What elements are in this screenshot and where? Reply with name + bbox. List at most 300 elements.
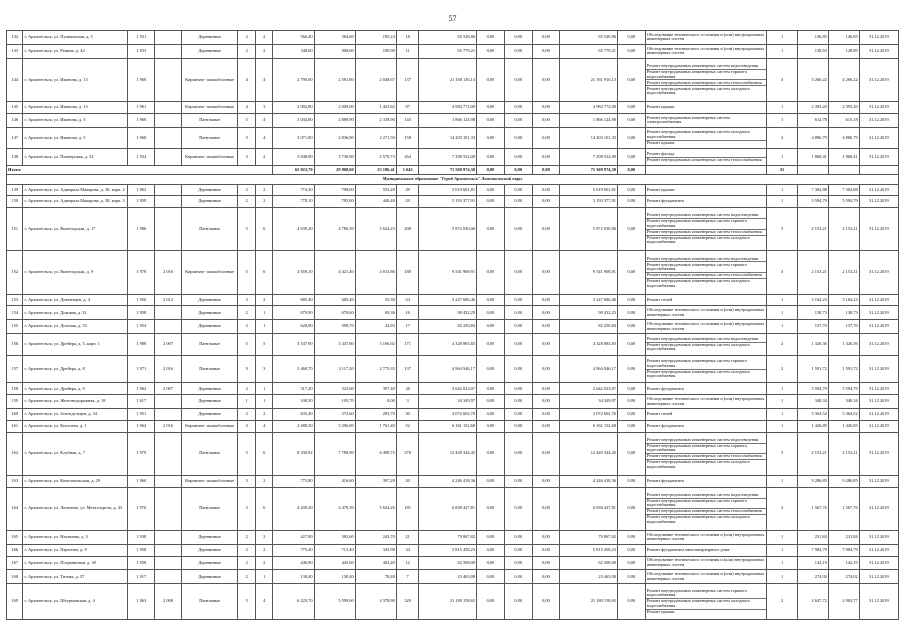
deadline: 31.12.2019	[859, 31, 898, 45]
row-number: 149	[7, 184, 23, 196]
fund-municipal: 0,00	[532, 184, 560, 196]
floors: 2	[238, 544, 255, 556]
fund-other: 0,00	[617, 251, 645, 294]
deadline: 31.12.2019	[859, 251, 898, 294]
fund-other: 0,00	[617, 556, 645, 570]
units: 3	[767, 487, 798, 530]
deadline: 31.12.2019	[859, 544, 898, 556]
fund-municipal: 0,00	[532, 102, 560, 114]
deadline: 31.12.2019	[859, 102, 898, 114]
works-list	[645, 207, 766, 250]
address: г. Архангельск, ул. Дрейера, д. 5, корп. 1	[23, 334, 128, 356]
fund-other: 0,00	[617, 306, 645, 320]
unit-price-1: 4 886,79	[797, 127, 828, 149]
residents: 26	[396, 383, 419, 395]
wall-material: Деревянные	[181, 530, 238, 544]
repair-cost: 7 298 532,00	[419, 149, 477, 166]
repair-cost: 12 449 344,45	[419, 432, 477, 475]
fund-owners: 5 619 601,81	[560, 184, 618, 196]
total-row	[7, 166, 899, 175]
works-list	[645, 320, 766, 334]
fund-owners: 79 867,82	[560, 530, 618, 544]
residents: 264	[396, 149, 419, 166]
living-area: 908,60	[314, 44, 355, 58]
floors: 2	[238, 530, 255, 544]
unit-price-1: 142,19	[797, 556, 828, 570]
row-number: 143	[7, 44, 23, 58]
year-built: 1 617	[128, 395, 155, 409]
total-area: 348,60	[273, 44, 314, 58]
row-number: 142	[7, 31, 23, 45]
deadline: 31.12.2019	[859, 556, 898, 570]
fund-regional: 0,00	[504, 196, 532, 208]
unit-price-2: 1 326,36	[828, 334, 859, 356]
units: 1	[767, 420, 798, 432]
year-built: 1 954	[128, 320, 155, 334]
year-renovated: 2 016	[155, 251, 182, 294]
unit-price-1: 1 567,76	[797, 487, 828, 530]
owners-area: 397,40	[355, 383, 396, 395]
year-renovated	[155, 556, 182, 570]
fund-federal: 0,00	[477, 544, 505, 556]
address: г. Архангельск, ул. Иманова, д. 5	[23, 127, 128, 149]
fund-owners: 21 180 158,65	[560, 584, 618, 620]
units: 1	[767, 395, 798, 409]
fund-owners: 14 203 101,33	[560, 127, 618, 149]
floors: 5	[238, 251, 255, 294]
unit-price-2: 340,34	[828, 395, 859, 409]
floors: 5	[238, 432, 255, 475]
row-number: 159	[7, 395, 23, 409]
owners-area: 2 570,73	[355, 149, 396, 166]
repair-cost: 9 541 968,91	[419, 251, 477, 294]
owners-area: 22,83	[355, 320, 396, 334]
residents: 34	[396, 544, 419, 556]
total-area: 62 023,70	[273, 166, 314, 175]
table-row	[7, 487, 899, 530]
total-area: 8 330,92	[273, 432, 314, 475]
works-list	[645, 570, 766, 584]
wall-material: Кирпично- шлакоблочные	[181, 251, 238, 294]
deadline: 31.12.2019	[859, 487, 898, 530]
floors: 2	[238, 409, 255, 421]
entrances: 3	[255, 355, 272, 383]
work-item: Ремонт внутридомовых инженерных систем теплоснабжения	[646, 273, 766, 279]
fund-federal: 0,00	[477, 251, 505, 294]
year-built: 1 917	[128, 570, 155, 584]
unit-price-1: 2 153,21	[797, 432, 828, 475]
floors: 4	[238, 58, 255, 101]
fund-other: 0,00	[617, 44, 645, 58]
living-area: 7 780,90	[314, 432, 355, 475]
units: 1	[767, 44, 798, 58]
work-item: Ремонт крыши	[646, 104, 675, 110]
fund-regional: 0,00	[504, 409, 532, 421]
table-row	[7, 320, 899, 334]
fund-owners: 21 161 916,13	[560, 58, 618, 101]
deadline: 31.12.2019	[859, 383, 898, 395]
year-renovated: 2 008	[155, 584, 182, 620]
repair-cost: 6 161 152,68	[419, 420, 477, 432]
row-number: 147	[7, 127, 23, 149]
row-number: 156	[7, 334, 23, 356]
total-area: 2 680,50	[273, 420, 314, 432]
year-renovated: 2 007	[155, 334, 182, 356]
repair-cost: 5 619 601,81	[419, 184, 477, 196]
total-area: 774,20	[273, 184, 314, 196]
year-renovated	[155, 432, 182, 475]
table-row	[7, 306, 899, 320]
table-row	[7, 31, 899, 45]
unit-price-1: 137,70	[797, 320, 828, 334]
year-renovated	[155, 31, 182, 45]
owners-area: 4 378,90	[355, 584, 396, 620]
works-list	[645, 102, 766, 114]
living-area: 3 347,80	[314, 334, 355, 356]
fund-regional: 0,00	[504, 395, 532, 409]
address: г. Архангельск, ул. Дежневцев, д. 4	[23, 294, 128, 306]
fund-owners: 71 569 974,30	[560, 166, 618, 175]
deadline: 31.12.2019	[859, 584, 898, 620]
year-renovated	[155, 207, 182, 250]
fund-owners: 34 349,97	[560, 395, 618, 409]
residents: 7	[396, 570, 419, 584]
owners-area: 1 423,82	[355, 102, 396, 114]
deadline: 31.12.2019	[859, 294, 898, 306]
unit-price-2: 5 164,23	[828, 294, 859, 306]
living-area: 5 296,00	[314, 420, 355, 432]
unit-price-1: 274,02	[797, 570, 828, 584]
deadline: 31.12.2019	[859, 409, 898, 421]
unit-price-2: 2 153,21	[828, 432, 859, 475]
fund-federal: 0,00	[477, 207, 505, 250]
units: 1	[767, 113, 798, 127]
row-number: 161	[7, 420, 23, 432]
table-row	[7, 475, 899, 487]
wall-material: Панельные	[181, 207, 238, 250]
works-list	[645, 196, 766, 208]
fund-federal: 0,00	[477, 409, 505, 421]
row-number: 164	[7, 487, 23, 530]
row-number: 146	[7, 113, 23, 127]
fund-other: 0,00	[617, 294, 645, 306]
fund-municipal: 0,00	[532, 127, 560, 149]
works-list	[645, 409, 766, 421]
year-built: 1 959	[128, 196, 155, 208]
owners-area: 5 624,23	[355, 207, 396, 250]
living-area: 4 786,50	[314, 207, 355, 250]
works-list	[645, 544, 766, 556]
fund-federal: 0,00	[477, 383, 505, 395]
floors: 3	[238, 149, 255, 166]
fund-owners: 6 161 152,68	[560, 420, 618, 432]
fund-municipal: 0,00	[532, 395, 560, 409]
fund-regional: 0,00	[504, 127, 532, 149]
living-area: 2 009,00	[314, 102, 355, 114]
floors: 2	[238, 570, 255, 584]
fund-regional: 0,00	[504, 475, 532, 487]
works-list	[645, 113, 766, 127]
deadline: 31.12.2019	[859, 334, 898, 356]
work-item: Ремонт печей	[646, 296, 673, 302]
work-item: Обследование технического состояния и (или) внутридомовых инженерных систем	[646, 571, 765, 581]
owners-area: 553,20	[355, 184, 396, 196]
works-list	[645, 530, 766, 544]
residents: 97	[396, 102, 419, 114]
unit-price-2: 128,89	[828, 44, 859, 58]
fund-federal: 0,00	[477, 102, 505, 114]
fund-municipal: 0,00	[532, 251, 560, 294]
works-list	[645, 58, 766, 101]
table-row	[7, 196, 899, 208]
fund-owners: 90 432,25	[560, 306, 618, 320]
entrances: 2	[255, 544, 272, 556]
fund-federal: 0,00	[477, 334, 505, 356]
living-area: 5 599,60	[314, 584, 355, 620]
fund-federal: 0,00	[477, 58, 505, 101]
deadline: 31.12.2019	[859, 113, 898, 127]
units: 1	[767, 544, 798, 556]
fund-municipal: 0,00	[532, 383, 560, 395]
work-item: Ремонт фундамента	[646, 385, 684, 391]
deadline: 31.12.2019	[859, 355, 898, 383]
living-area: 523,60	[314, 383, 355, 395]
entrances: 2	[255, 530, 272, 544]
works-list	[645, 584, 766, 620]
total-area: 427,90	[273, 530, 314, 544]
repair-cost: 3 247 686,46	[419, 294, 477, 306]
fund-federal: 0,00	[477, 196, 505, 208]
fund-federal: 0,00	[477, 570, 505, 584]
unit-price-1: 1 426,85	[797, 420, 828, 432]
wall-material: Кирпично- шлакоблочные	[181, 149, 238, 166]
total-area: 778,10	[273, 196, 314, 208]
address: г. Архангельск, ул. Пионерская, д. 32	[23, 149, 128, 166]
year-renovated	[155, 544, 182, 556]
fund-owners: 1 866 124,98	[560, 113, 618, 127]
works-list	[645, 395, 766, 409]
living-area: 130,40	[314, 570, 355, 584]
fund-other: 0,00	[617, 196, 645, 208]
works-list	[645, 166, 766, 175]
work-item: Ремонт внутридомовых инженерных систем горячего водоснабжения	[646, 219, 766, 230]
repair-cost: 79 867,82	[419, 530, 477, 544]
table-row	[7, 184, 899, 196]
floors: 2	[238, 383, 255, 395]
fund-regional: 0,00	[504, 207, 532, 250]
fund-regional: 0,00	[504, 184, 532, 196]
table-row	[7, 355, 899, 383]
deadline: 31.12.2019	[859, 149, 898, 166]
deadline: 31.12.2019	[859, 570, 898, 584]
fund-owners: 5 193 377,91	[560, 196, 618, 208]
wall-material: Деревянные	[181, 44, 238, 58]
year-built: 1 962	[128, 383, 155, 395]
work-item: Ремонт внутридомовых инженерных систем теплоснабжения	[646, 454, 766, 460]
fund-owners: 3 072 602,76	[560, 409, 618, 421]
living-area: 3 117,20	[314, 355, 355, 383]
floors: 2	[238, 184, 255, 196]
fund-municipal: 0,00	[532, 294, 560, 306]
residents: 137	[396, 58, 419, 101]
row-number: 150	[7, 196, 23, 208]
fund-federal: 0,00	[477, 31, 505, 45]
total-area: 566,40	[273, 31, 314, 45]
address: г. Архангельск, ул. Дрейера, д. 9	[23, 383, 128, 395]
row-number: 148	[7, 149, 23, 166]
table-row	[7, 127, 899, 149]
unit-price-1: 7 302,88	[797, 184, 828, 196]
year-renovated: 2 016	[155, 355, 182, 383]
year-built: 1 958	[128, 306, 155, 320]
year-renovated	[155, 127, 182, 149]
units: 1	[767, 383, 798, 395]
unit-price-2: 142,19	[828, 556, 859, 570]
works-list	[645, 149, 766, 166]
owners-area: 345,90	[355, 544, 396, 556]
owners-area: 440,40	[355, 196, 396, 208]
fund-regional: 0,00	[504, 584, 532, 620]
floors: 5	[238, 113, 255, 127]
fund-federal: 0,00	[477, 487, 505, 530]
unit-price-1: 146,85	[797, 31, 828, 45]
fund-municipal: 0,00	[532, 196, 560, 208]
works-list	[645, 556, 766, 570]
living-area: 416,60	[314, 475, 355, 487]
entrances: 6	[255, 432, 272, 475]
fund-other: 0,00	[617, 355, 645, 383]
units: 1	[767, 320, 798, 334]
work-item: Ремонт внутридомовых инженерных систем холодного водоснабжения	[646, 459, 750, 470]
living-area: 445,60	[314, 556, 355, 570]
table-row	[7, 149, 899, 166]
row-number: 157	[7, 355, 23, 383]
units: 1	[767, 294, 798, 306]
work-item: Ремонт фасада	[646, 152, 766, 158]
work-item: Ремонт внутридомовых инженерных систем водоотведения	[646, 256, 766, 262]
floors: 2	[238, 556, 255, 570]
work-item: Обследование технического состояния и (или) внутридомовых инженерных систем	[646, 45, 765, 56]
fund-municipal: 0,00	[532, 487, 560, 530]
repair-cost: 23 463,00	[419, 570, 477, 584]
residents: 171	[396, 334, 419, 356]
fund-federal: 0,00	[477, 294, 505, 306]
works-list	[645, 184, 766, 196]
wall-material: Деревянные	[181, 184, 238, 196]
total-area: 679,90	[273, 306, 314, 320]
unit-price-2: 274,02	[828, 570, 859, 584]
repair-cost: 1 866 124,98	[419, 113, 477, 127]
entrances: 2	[255, 556, 272, 570]
unit-price-1: 2 393,20	[797, 102, 828, 114]
unit-price-2	[828, 166, 859, 175]
unit-price-2: 5 594,79	[828, 383, 859, 395]
deadline: 31.12.2019	[859, 395, 898, 409]
entrances: 1	[255, 320, 272, 334]
repair-cost: 3 072 602,76	[419, 409, 477, 421]
wall-material: Панельные	[181, 487, 238, 530]
unit-price-1: 5 594,79	[797, 196, 828, 208]
fund-owners: 6 838 427,81	[560, 487, 618, 530]
table-row	[7, 584, 899, 620]
repair-cost: 5 815 458,23	[419, 544, 477, 556]
table-row	[7, 58, 899, 101]
wall-material: Панельные	[181, 584, 238, 620]
unit-price-1: 231,84	[797, 530, 828, 544]
page-number: 57	[448, 14, 457, 23]
living-area: 105,70	[314, 395, 355, 409]
repair-cost: 62 508,00	[419, 556, 477, 570]
address: г. Архангельск, ул. Штурманская, д. 4	[23, 584, 128, 620]
fund-other: 0,00	[617, 320, 645, 334]
unit-price-2: 5 594,79	[828, 196, 859, 208]
fund-other: 0,00	[617, 31, 645, 45]
year-built: 1 931	[128, 31, 155, 45]
wall-material: Деревянные	[181, 570, 238, 584]
owners-area: 189,90	[355, 44, 396, 58]
fund-other: 0,00	[617, 383, 645, 395]
fund-federal: 0,00	[477, 395, 505, 409]
fund-municipal: 0,00	[532, 409, 560, 421]
fund-other: 0,00	[617, 432, 645, 475]
address: г. Архангельск, ул. Иманова, д. 3	[23, 113, 128, 127]
work-item: Ремонт внутридомовых инженерных систем водоотведения	[646, 213, 766, 219]
year-built: 1 951	[128, 409, 155, 421]
table-row	[7, 294, 899, 306]
fund-municipal: 0,00	[532, 584, 560, 620]
owners-area: 243,70	[355, 530, 396, 544]
fund-municipal: 0,00	[532, 166, 560, 175]
address: г. Архангельск, ул. Иманова, д. 15	[23, 102, 128, 114]
wall-material: Деревянные	[181, 320, 238, 334]
year-renovated	[155, 58, 182, 101]
fund-federal: 0,00	[477, 127, 505, 149]
year-built: 1 933	[128, 44, 155, 58]
total-area: 4 659,10	[273, 251, 314, 294]
fund-regional: 0,00	[504, 420, 532, 432]
work-item: Ремонт фундамента многоквартирного дома	[646, 546, 730, 552]
residents: 11	[396, 44, 419, 58]
works-list	[645, 31, 766, 45]
unit-price-2: 5 364,52	[828, 409, 859, 421]
residents: 52	[396, 420, 419, 432]
deadline: 31.12.2019	[859, 320, 898, 334]
living-area: 572,60	[314, 409, 355, 421]
year-built: 1 956	[128, 294, 155, 306]
total-area: 635,40	[273, 409, 314, 421]
work-item: Ремонт фундамента	[646, 198, 684, 204]
year-renovated	[155, 487, 182, 530]
year-built: 1 934	[128, 149, 155, 166]
living-area: 598,70	[314, 320, 355, 334]
work-item: Ремонт крыши	[646, 139, 675, 145]
work-item: Ремонт внутридомовых инженерных систем холодного водоснабжения	[646, 514, 750, 525]
work-item: Обследование технического состояния и (или) внутридомовых инженерных систем	[646, 31, 765, 42]
owners-area: 2 318,90	[355, 113, 396, 127]
repair-cost: 90 432,25	[419, 306, 477, 320]
unit-price-1: 138,63	[797, 44, 828, 58]
works-list	[645, 127, 766, 149]
row-number: 167	[7, 556, 23, 570]
fund-other: 0,00	[617, 570, 645, 584]
fund-regional: 0,00	[504, 487, 532, 530]
year-built: 1 976	[128, 487, 155, 530]
work-item: Обследование технического состояния и (или) внутридомовых инженерных систем	[646, 321, 765, 331]
address: г. Архангельск, ул. Партизан, д. 9	[23, 544, 128, 556]
entrances: 3	[255, 102, 272, 114]
fund-municipal: 0,00	[532, 320, 560, 334]
unit-price-2: 1 591,72	[828, 355, 859, 383]
